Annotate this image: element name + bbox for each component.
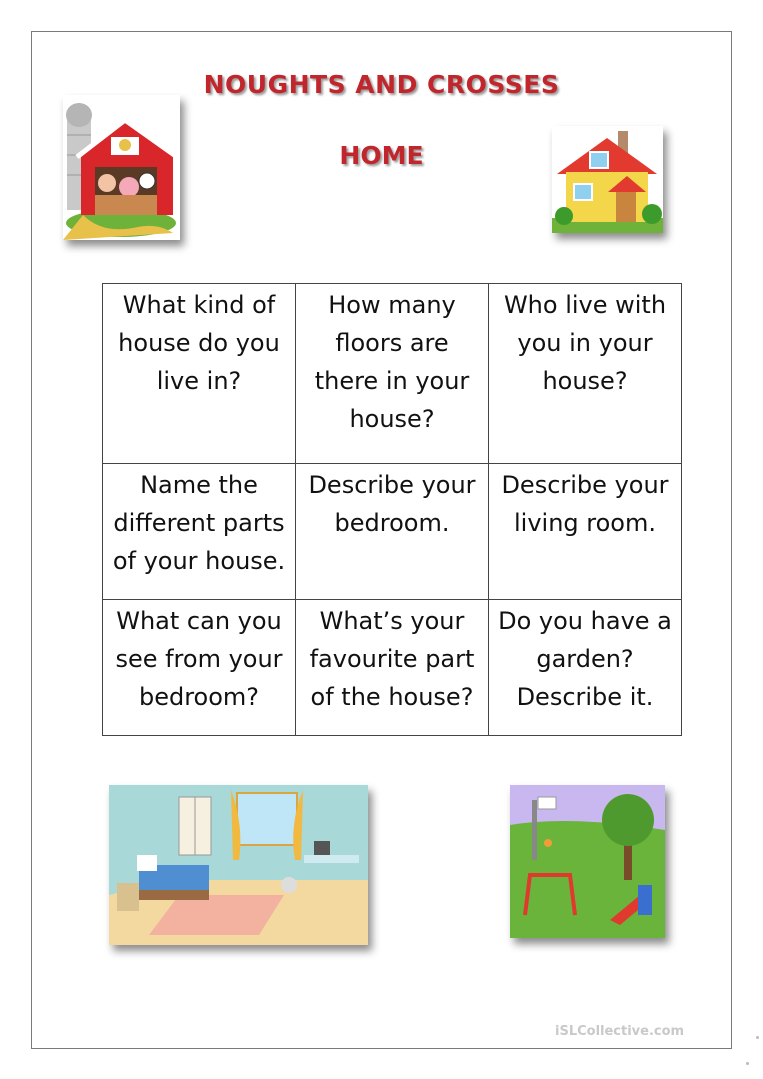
decorative-dot: [756, 1036, 759, 1039]
watermark: iSLCollective.com: [555, 1024, 685, 1039]
worksheet-title: NOUGHTS AND CROSSES: [203, 70, 560, 99]
worksheet-subtitle: HOME: [339, 141, 424, 170]
grid-row: [103, 464, 682, 600]
grid-cell: Do you have a garden? Describe it.: [489, 600, 682, 736]
grid-row: [103, 284, 682, 464]
grid-cell: What’s your favourite part of the house?: [296, 600, 489, 736]
grid-cell: Who live with you in your house?: [489, 284, 682, 464]
grid-cell: How many floors are there in your house?: [296, 284, 489, 464]
grid-cell: Describe your bedroom.: [296, 464, 489, 600]
grid-cell: Name the different parts of your house.: [103, 464, 296, 600]
decorative-dot: [746, 1062, 749, 1065]
grid-row: [103, 600, 682, 736]
grid-cell: What kind of house do you live in?: [103, 284, 296, 464]
grid-cell: Describe your living room.: [489, 464, 682, 600]
barn-image: [63, 95, 180, 240]
garden-image: [510, 785, 665, 938]
house-image: [552, 126, 663, 233]
grid-cell: What can you see from your bedroom?: [103, 600, 296, 736]
bedroom-image: [109, 785, 368, 945]
noughts-crosses-grid: [102, 283, 682, 736]
